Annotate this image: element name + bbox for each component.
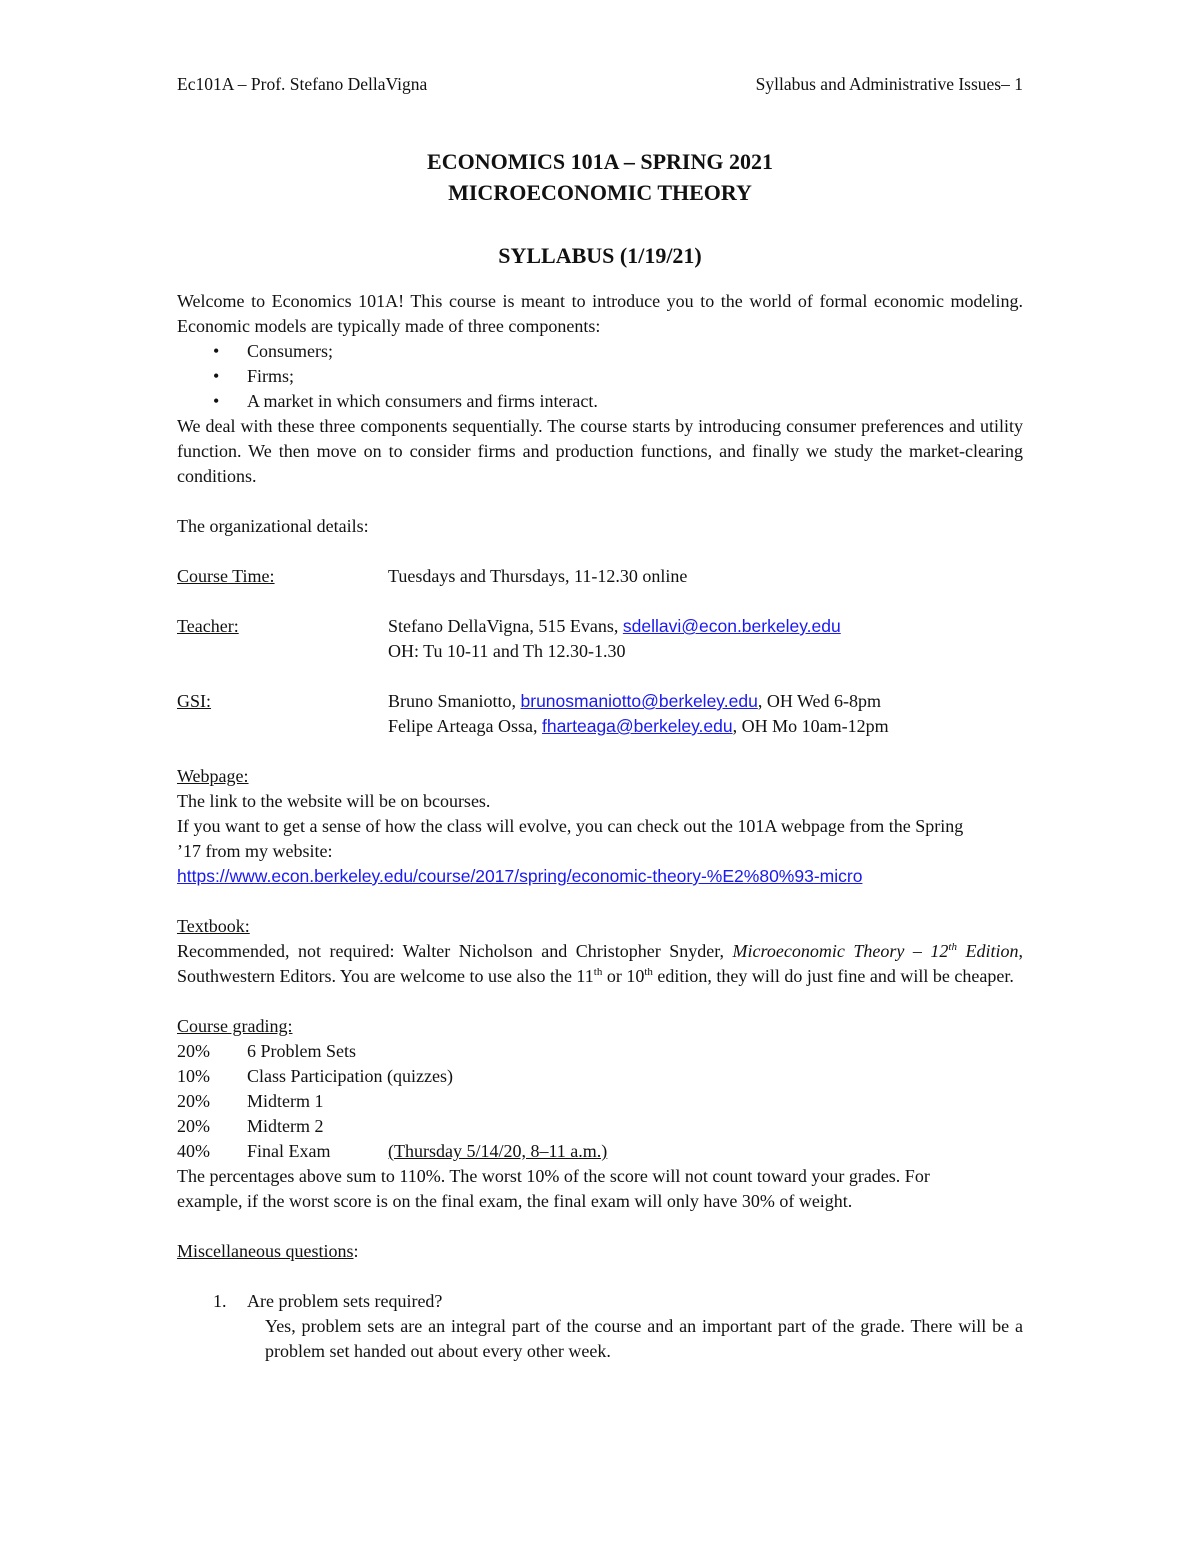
document-title [0,146,1200,271]
course-time-label: Course Time: [177,566,275,586]
list-item: • Firms; [177,364,1023,389]
header-left: Ec101A – Prof. Stefano DellaVigna [177,74,428,94]
components-list [177,339,1023,414]
syllabus-title: SYLLABUS (1/19/21) [498,243,702,268]
gsi-label: GSI: [177,691,212,711]
grading-row: 40% Final Exam (Thursday 5/14/20, 8–11 a.m.) [177,1139,1023,1164]
gsi-2-email-link[interactable]: fharteaga@berkeley.edu [541,716,733,736]
bullet-icon: • [213,391,220,411]
textbook-label: Textbook: [177,916,250,936]
title-line-2: MICROECONOMIC THEORY [448,180,752,205]
final-exam-date: (Thursday 5/14/20, 8–11 a.m.) [388,1141,608,1161]
header-right: Syllabus and Administrative Issues– 1 [755,74,1023,94]
teacher-name: Stefano DellaVigna, 515 Evans, [388,616,623,636]
title-line-1: ECONOMICS 101A – SPRING 2021 [427,149,773,174]
webpage-label: Webpage: [177,766,249,786]
document-body [177,289,1023,1364]
webpage-line-1: The link to the website will be on bcourses. [177,791,491,811]
gsi-row [177,689,1023,739]
teacher-email-link[interactable]: sdellavi@econ.berkeley.edu [622,616,841,636]
bullet-icon: • [213,341,220,361]
gsi-2-name: Felipe Arteaga Ossa, [388,716,542,736]
misc-heading: Miscellaneous questions: [177,1241,359,1261]
page-header [177,72,1023,97]
textbook-title: Microeconomic Theory – 12th Edition [732,941,1019,961]
teacher-office-hours: OH: Tu 10-11 and Th 12.30-1.30 [388,641,626,661]
org-intro: The organizational details: [177,516,369,536]
grading-row: 20% 6 Problem Sets [177,1041,357,1061]
bullet-icon: • [213,366,220,386]
course-time-value: Tuesdays and Thursdays, 11-12.30 online [388,566,688,586]
misc-questions-list [177,1289,1023,1314]
list-item: • Consumers; [177,339,1023,364]
grading-row: 20% Midterm 2 [177,1116,324,1136]
webpage-line-2: If you want to get a sense of how the class will evolve, you can check out the 101A webpage from the Spring ’17 from my website: [177,816,964,861]
course-time-row [177,564,1023,589]
question-text: Are problem sets required? [247,1291,443,1311]
grading-explanation: The percentages above sum to 110%. The worst 10% of the score will not count toward your grades. For example, if the worst score is on the final exam, the final exam will only have 30% of weight. [177,1166,930,1211]
grading-row: 20% Midterm 1 [177,1091,324,1111]
teacher-row [177,614,1023,664]
answer-text: Yes, problem sets are an integral part of the course and an important part of the grade. There will be a problem set handed out about every other week. [265,1316,1023,1361]
gsi-2-office-hours: , OH Mo 10am-12pm [732,716,889,736]
gsi-1-office-hours: , OH Wed 6-8pm [757,691,882,711]
grading-table [177,1039,1023,1164]
list-item: 1. Are problem sets required? [213,1291,443,1311]
teacher-label: Teacher: [177,616,239,636]
intro-paragraph: Welcome to Economics 101A! This course is meant to introduce you to the world of formal economic modeling. Economic models are typically made of three components: [177,291,1023,336]
grading-row: 10% Class Participation (quizzes) [177,1066,453,1086]
gsi-1-name: Bruno Smaniotto, [388,691,521,711]
list-item: • A market in which consumers and firms interact. [177,389,1023,414]
gsi-1-email-link[interactable]: brunosmaniotto@berkeley.edu [520,691,758,711]
intro-after-paragraph: We deal with these three components sequentially. The course starts by introducing consumer preferences and utility function. We then move on to consider firms and production functions, and finally we study the market-clearing conditions. [177,416,1023,486]
grading-label: Course grading: [177,1016,293,1036]
webpage-url-link[interactable]: https://www.econ.berkeley.edu/course/2017/spring/economic-theory-%E2%80%93-micro [177,866,863,886]
textbook-paragraph: Recommended, not required: Walter Nicholson and Christopher Snyder, Microeconomic Theory – 12th Edition, Southwestern Editors. You are welcome to use also the 11th or 10th edition, they will do just fine and will be cheaper. [177,941,1023,986]
